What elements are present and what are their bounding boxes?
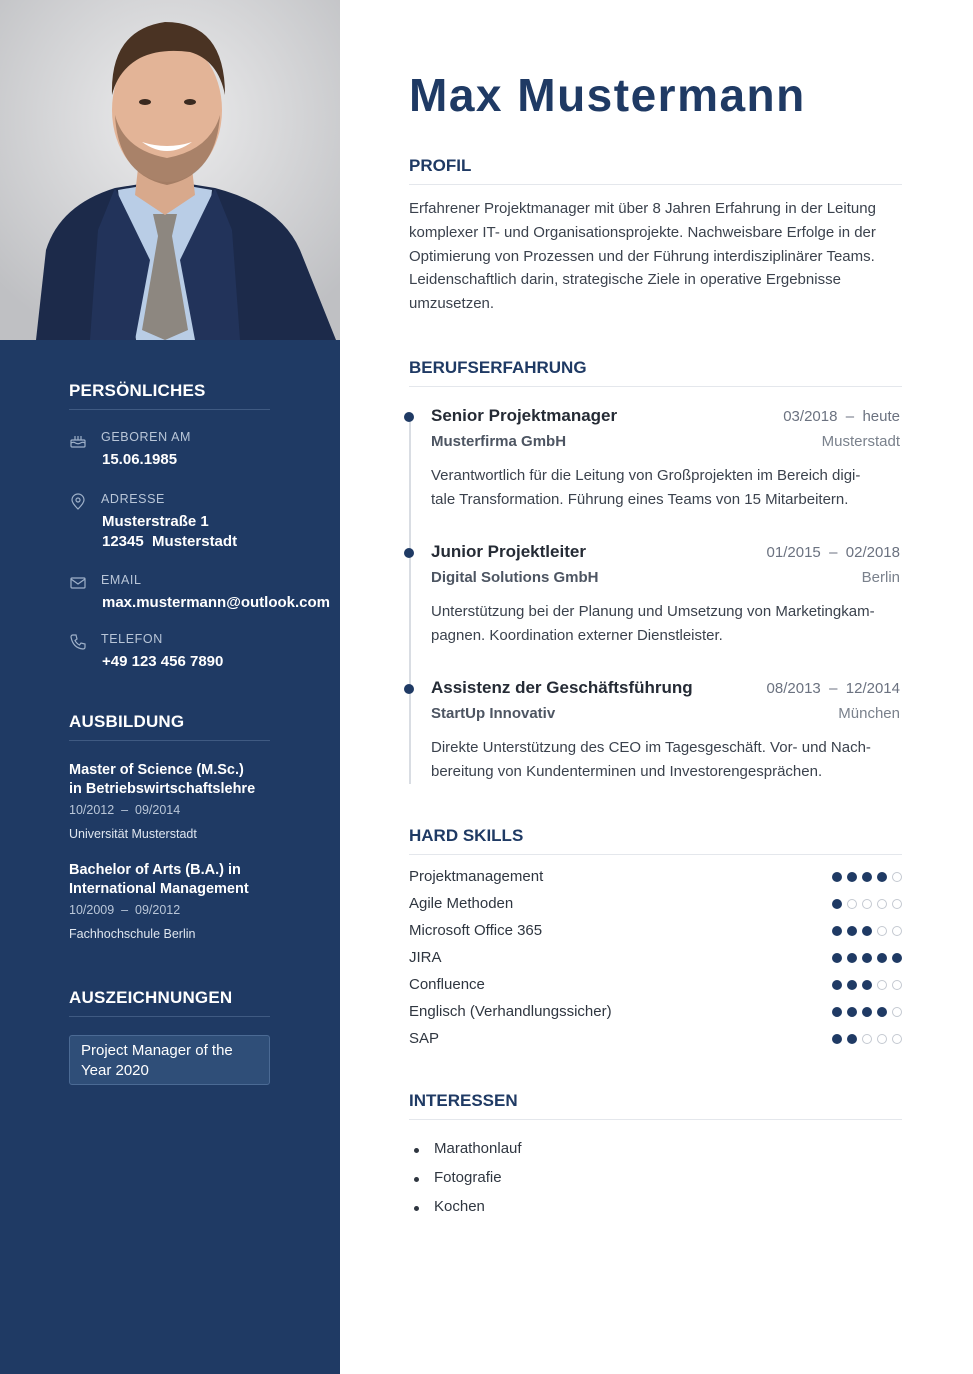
cake-icon [69, 431, 87, 449]
degree-line: Bachelor of Arts (B.A.) in [69, 862, 241, 878]
rating-dot-filled [832, 953, 842, 963]
rating-dot-empty [877, 899, 887, 909]
degree-line: International Management [69, 881, 249, 897]
skill-name: JIRA [409, 949, 442, 966]
rating-dot-filled [862, 953, 872, 963]
profile-title: PROFIL [409, 156, 902, 185]
profile-line: Leidenschaftlich darin, strategische Ziele in operative Ergebnisse [409, 271, 841, 289]
timeline-dot [404, 684, 414, 694]
profile-line: Erfahrener Projektmanager mit über 8 Jahren Erfahrung in der Leitung [409, 200, 876, 217]
job-period: 03/2018 – heute [783, 408, 900, 425]
job-description [431, 600, 901, 648]
job-company: Digital Solutions GmbH [431, 569, 599, 586]
rating-dot-empty [877, 1034, 887, 1044]
phone-icon [69, 633, 87, 651]
skill-rating [832, 926, 902, 936]
job-title: Senior Projektmanager [431, 406, 618, 425]
job-description [431, 736, 901, 784]
address-label: ADRESSE [101, 492, 165, 506]
education-school: Universität Musterstadt [69, 827, 197, 841]
skill-name: Confluence [409, 976, 485, 993]
rating-dot-empty [847, 899, 857, 909]
rating-dot-empty [892, 1007, 902, 1017]
interest-label: Marathonlauf [434, 1140, 522, 1157]
award-badge [69, 1035, 270, 1085]
rating-dot-filled [862, 1007, 872, 1017]
phone-label: TELEFON [101, 632, 163, 646]
rating-dot-filled [847, 1034, 857, 1044]
interest-item [409, 1169, 522, 1198]
skill-row [409, 949, 902, 969]
skill-name: Englisch (Verhandlungssicher) [409, 1003, 612, 1020]
bullet-icon [414, 1177, 419, 1182]
interest-label: Fotografie [434, 1169, 502, 1186]
education-school: Fachhochschule Berlin [69, 927, 196, 941]
email-value[interactable]: max.mustermann@outlook.com [102, 594, 331, 611]
rating-dot-empty [892, 980, 902, 990]
skill-row [409, 922, 902, 942]
rating-dot-empty [892, 872, 902, 882]
desc-line: Direkte Unterstützung des CEO im Tagesgeschäft. Vor- und Nach- [431, 739, 871, 756]
person-name: Max Mustermann [409, 69, 806, 121]
rating-dot-filled [832, 1007, 842, 1017]
skill-rating [832, 872, 902, 882]
education-section [69, 712, 270, 741]
skill-name: SAP [409, 1030, 440, 1047]
rating-dot-empty [877, 926, 887, 936]
job-period: 08/2013 – 12/2014 [766, 680, 900, 697]
desc-line: bereitung von Kundenterminen und Investorengesprächen. [431, 763, 823, 780]
phone-value[interactable]: +49 123 456 7890 [102, 653, 224, 670]
skill-rating [832, 980, 902, 990]
job-city: München [838, 705, 900, 722]
education-dates: 10/2012 – 09/2014 [69, 803, 181, 817]
job-city: Musterstadt [821, 433, 900, 450]
interests-list [409, 1140, 522, 1227]
rating-dot-filled [832, 926, 842, 936]
skill-rating [832, 953, 902, 963]
rating-dot-filled [832, 1034, 842, 1044]
rating-dot-empty [892, 899, 902, 909]
profile-photo [0, 0, 340, 340]
personal-title: PERSÖNLICHES [69, 381, 270, 410]
job-company: Musterfirma GmbH [431, 433, 567, 450]
desc-line: Verantwortlich für die Leitung von Großprojekten im Bereich digi- [431, 467, 861, 484]
birthdate-value: 15.06.1985 [102, 451, 178, 468]
rating-dot-filled [847, 980, 857, 990]
rating-dot-filled [847, 872, 857, 882]
rating-dot-filled [847, 1007, 857, 1017]
personal-section [69, 381, 270, 410]
rating-dot-empty [892, 1034, 902, 1044]
job-company: StartUp Innovativ [431, 705, 556, 722]
job-period: 01/2015 – 02/2018 [766, 544, 900, 561]
bullet-icon [414, 1148, 419, 1153]
job-title: Assistenz der Geschäftsführung [431, 678, 693, 697]
rating-dot-filled [832, 980, 842, 990]
education-degree [69, 761, 289, 799]
skill-name: Projektmanagement [409, 868, 544, 885]
rating-dot-filled [832, 899, 842, 909]
awards-title: AUSZEICHNUNGEN [69, 988, 270, 1017]
rating-dot-empty [862, 1034, 872, 1044]
experience-title: BERUFSERFAHRUNG [409, 358, 902, 387]
skill-row [409, 895, 902, 915]
education-item [69, 861, 289, 941]
address-line-city: 12345 Musterstadt [102, 533, 238, 550]
profile-text [409, 197, 902, 316]
envelope-icon [69, 574, 87, 592]
skill-rating [832, 899, 902, 909]
profile-line: umzusetzen. [409, 295, 495, 313]
timeline-dot [404, 548, 414, 558]
interest-item [409, 1198, 522, 1227]
rating-dot-filled [877, 953, 887, 963]
rating-dot-filled [862, 872, 872, 882]
rating-dot-filled [877, 1007, 887, 1017]
portrait-image [0, 0, 340, 340]
desc-line: Unterstützung bei der Planung und Umsetzung von Marketingkam- [431, 603, 875, 620]
skill-row [409, 1030, 902, 1050]
education-degree [69, 861, 289, 899]
education-dates: 10/2009 – 09/2012 [69, 903, 181, 917]
birthdate-label: GEBOREN AM [101, 430, 192, 444]
degree-line: in Betriebswirtschaftslehre [69, 781, 256, 797]
award-line: Project Manager of the [81, 1042, 233, 1059]
skill-rating [832, 1034, 902, 1044]
award-line: Year 2020 [81, 1062, 149, 1079]
sidebar [0, 0, 340, 1374]
email-label: EMAIL [101, 573, 142, 587]
rating-dot-empty [877, 980, 887, 990]
desc-line: tale Transformation. Führung eines Teams von 15 Mitarbeitern. [431, 491, 849, 508]
rating-dot-filled [862, 980, 872, 990]
skill-name: Agile Methoden [409, 895, 514, 912]
rating-dot-filled [832, 872, 842, 882]
skill-rating [832, 1007, 902, 1017]
interest-label: Kochen [434, 1198, 485, 1215]
skill-row [409, 976, 902, 996]
rating-dot-filled [862, 926, 872, 936]
rating-dot-filled [847, 926, 857, 936]
education-item [69, 761, 289, 841]
desc-line: pagnen. Koordination externer Dienstleister. [431, 627, 723, 644]
profile-line: komplexer IT- und Organisationsprojekte. Nachweisbare Erfolge in der [409, 223, 876, 241]
rating-dot-filled [892, 953, 902, 963]
rating-dot-filled [847, 953, 857, 963]
interest-item [409, 1140, 522, 1169]
address-value [102, 512, 237, 552]
education-title: AUSBILDUNG [69, 712, 270, 741]
job-city: Berlin [861, 569, 900, 586]
skills-title: HARD SKILLS [409, 826, 902, 855]
job-title: Junior Projektleiter [431, 542, 586, 561]
rating-dot-empty [862, 899, 872, 909]
profile-line: Optimierung von Prozessen und der Führung interdisziplinärer Teams. [409, 247, 875, 265]
skill-row [409, 868, 902, 888]
skill-name: Microsoft Office 365 [409, 922, 543, 939]
interests-title: INTERESSEN [409, 1091, 902, 1120]
skill-row [409, 1003, 902, 1023]
rating-dot-filled [877, 872, 887, 882]
map-pin-icon [69, 493, 87, 511]
address-line-street: Musterstraße 1 [102, 513, 209, 530]
degree-line: Master of Science (M.Sc.) [69, 762, 244, 778]
timeline-dot [404, 412, 414, 422]
timeline-line [409, 418, 411, 784]
job-description [431, 464, 901, 512]
awards-section [69, 988, 270, 1017]
rating-dot-empty [892, 926, 902, 936]
bullet-icon [414, 1206, 419, 1211]
